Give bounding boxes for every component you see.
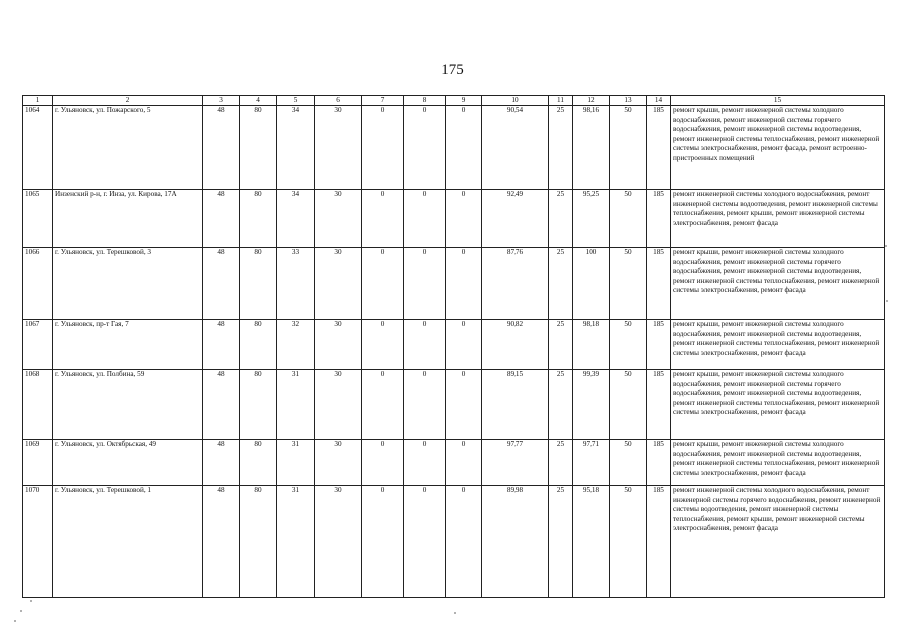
address-cell: г. Ульяновск, ул. Терешковой, 3 — [53, 248, 203, 320]
row-number: 1069 — [23, 440, 53, 486]
col-12-cell: 98,18 — [573, 320, 610, 370]
col-14-cell: 185 — [647, 320, 671, 370]
col-7-cell: 0 — [362, 320, 404, 370]
col-11-cell: 25 — [549, 486, 573, 598]
col-13-cell: 50 — [610, 248, 647, 320]
col-10-cell: 87,76 — [482, 248, 549, 320]
column-header-3: 3 — [203, 96, 240, 106]
page-number: 175 — [441, 62, 464, 78]
col-9-cell: 0 — [446, 486, 482, 598]
column-header-5: 5 — [277, 96, 315, 106]
scan-speck — [885, 245, 887, 247]
table-row — [23, 106, 885, 190]
column-header-1: 1 — [23, 96, 53, 106]
col-7-cell: 0 — [362, 370, 404, 440]
col-12-cell: 97,71 — [573, 440, 610, 486]
row-number: 1070 — [23, 486, 53, 598]
col-5-cell: 31 — [277, 440, 315, 486]
works-cell: ремонт крыши, ремонт инженерной системы холодного водоснабжения, ремонт инженерной системы горячего водоснабжения, ремонт инженерной системы водоотведения, ремонт инженерной системы теплоснабжения, ремонт инженерной системы электроснабжения, ремонт фасада — [671, 370, 885, 440]
col-14-cell: 185 — [647, 486, 671, 598]
col-10-cell: 89,98 — [482, 486, 549, 598]
row-number: 1068 — [23, 370, 53, 440]
col-11-cell: 25 — [549, 248, 573, 320]
column-header-12: 12 — [573, 96, 610, 106]
col-4-cell: 80 — [240, 486, 277, 598]
col-6-cell: 30 — [315, 370, 362, 440]
col-8-cell: 0 — [404, 248, 446, 320]
col-5-cell: 31 — [277, 370, 315, 440]
column-header-15: 15 — [671, 96, 885, 106]
table-body — [23, 106, 885, 598]
col-10-cell: 90,82 — [482, 320, 549, 370]
col-10-cell: 97,77 — [482, 440, 549, 486]
column-header-11: 11 — [549, 96, 573, 106]
table-row — [23, 486, 885, 598]
col-7-cell: 0 — [362, 106, 404, 190]
col-13-cell: 50 — [610, 190, 647, 248]
column-header-8: 8 — [404, 96, 446, 106]
address-cell: Инзенский р-н, г. Инза, ул. Кирова, 17А — [53, 190, 203, 248]
address-cell: г. Ульяновск, ул. Октябрьская, 49 — [53, 440, 203, 486]
col-8-cell: 0 — [404, 190, 446, 248]
col-11-cell: 25 — [549, 106, 573, 190]
col-5-cell: 34 — [277, 106, 315, 190]
col-13-cell: 50 — [610, 486, 647, 598]
col-9-cell: 0 — [446, 248, 482, 320]
col-9-cell: 0 — [446, 106, 482, 190]
col-8-cell: 0 — [404, 320, 446, 370]
col-4-cell: 80 — [240, 106, 277, 190]
address-cell: г. Ульяновск, пр-т Гая, 7 — [53, 320, 203, 370]
col-14-cell: 185 — [647, 440, 671, 486]
column-header-7: 7 — [362, 96, 404, 106]
col-14-cell: 185 — [647, 190, 671, 248]
works-cell: ремонт крыши, ремонт инженерной системы холодного водоснабжения, ремонт инженерной системы водоотведения, ремонт инженерной системы теплоснабжения, ремонт инженерной системы электроснабжения, ремонт фасада — [671, 440, 885, 486]
row-number: 1064 — [23, 106, 53, 190]
col-6-cell: 30 — [315, 248, 362, 320]
col-12-cell: 95,25 — [573, 190, 610, 248]
col-12-cell: 99,39 — [573, 370, 610, 440]
address-cell: г. Ульяновск, ул. Полбина, 59 — [53, 370, 203, 440]
col-8-cell: 0 — [404, 370, 446, 440]
header-row — [23, 96, 885, 106]
col-8-cell: 0 — [404, 106, 446, 190]
scan-speck — [14, 620, 16, 622]
col-8-cell: 0 — [404, 486, 446, 598]
col-3-cell: 48 — [203, 106, 240, 190]
col-8-cell: 0 — [404, 440, 446, 486]
table-row — [23, 248, 885, 320]
column-header-6: 6 — [315, 96, 362, 106]
works-cell: ремонт инженерной системы холодного водоснабжения, ремонт инженерной системы горячего водоснабжения, ремонт инженерной системы водоотведения, ремонт инженерной системы теплоснабжения, ремонт крыши, ремонт инженерной системы электроснабжения, ремонт фасада — [671, 486, 885, 598]
address-cell: г. Ульяновск, ул. Пожарского, 5 — [53, 106, 203, 190]
col-11-cell: 25 — [549, 440, 573, 486]
col-6-cell: 30 — [315, 190, 362, 248]
col-13-cell: 50 — [610, 440, 647, 486]
col-10-cell: 92,49 — [482, 190, 549, 248]
row-number: 1065 — [23, 190, 53, 248]
scan-speck — [886, 300, 888, 302]
table-row — [23, 440, 885, 486]
col-7-cell: 0 — [362, 190, 404, 248]
col-7-cell: 0 — [362, 248, 404, 320]
row-number: 1066 — [23, 248, 53, 320]
col-11-cell: 25 — [549, 190, 573, 248]
table-row — [23, 370, 885, 440]
col-3-cell: 48 — [203, 486, 240, 598]
col-13-cell: 50 — [610, 370, 647, 440]
col-4-cell: 80 — [240, 190, 277, 248]
col-3-cell: 48 — [203, 370, 240, 440]
address-cell: г. Ульяновск, ул. Терешковой, 1 — [53, 486, 203, 598]
col-4-cell: 80 — [240, 320, 277, 370]
col-11-cell: 25 — [549, 320, 573, 370]
col-6-cell: 30 — [315, 320, 362, 370]
col-9-cell: 0 — [446, 440, 482, 486]
col-9-cell: 0 — [446, 320, 482, 370]
col-10-cell: 89,15 — [482, 370, 549, 440]
works-cell: ремонт крыши, ремонт инженерной системы холодного водоснабжения, ремонт инженерной системы горячего водоснабжения, ремонт инженерной системы водоотведения, ремонт инженерной системы теплоснабжения, ремонт инженерной системы электроснабжения, ремонт фасада — [671, 248, 885, 320]
col-3-cell: 48 — [203, 320, 240, 370]
col-10-cell: 90,54 — [482, 106, 549, 190]
col-5-cell: 33 — [277, 248, 315, 320]
table-row — [23, 320, 885, 370]
column-header-2: 2 — [53, 96, 203, 106]
col-6-cell: 30 — [315, 106, 362, 190]
col-5-cell: 32 — [277, 320, 315, 370]
col-14-cell: 185 — [647, 370, 671, 440]
col-3-cell: 48 — [203, 190, 240, 248]
scan-speck — [20, 610, 22, 612]
col-4-cell: 80 — [240, 248, 277, 320]
col-12-cell: 95,18 — [573, 486, 610, 598]
column-header-10: 10 — [482, 96, 549, 106]
col-11-cell: 25 — [549, 370, 573, 440]
col-9-cell: 0 — [446, 370, 482, 440]
table-row — [23, 190, 885, 248]
column-header-4: 4 — [240, 96, 277, 106]
col-5-cell: 34 — [277, 190, 315, 248]
col-3-cell: 48 — [203, 440, 240, 486]
col-12-cell: 100 — [573, 248, 610, 320]
scan-speck — [30, 600, 32, 602]
scan-speck — [454, 612, 456, 614]
col-5-cell: 31 — [277, 486, 315, 598]
col-7-cell: 0 — [362, 486, 404, 598]
col-12-cell: 98,16 — [573, 106, 610, 190]
col-6-cell: 30 — [315, 486, 362, 598]
col-13-cell: 50 — [610, 320, 647, 370]
col-9-cell: 0 — [446, 190, 482, 248]
works-cell: ремонт крыши, ремонт инженерной системы холодного водоснабжения, ремонт инженерной системы водоотведения, ремонт инженерной системы теплоснабжения, ремонт инженерной системы электроснабжения, ремонт фасада — [671, 320, 885, 370]
capital-repair-table — [22, 95, 885, 598]
column-header-13: 13 — [610, 96, 647, 106]
col-14-cell: 185 — [647, 248, 671, 320]
col-3-cell: 48 — [203, 248, 240, 320]
column-header-9: 9 — [446, 96, 482, 106]
col-13-cell: 50 — [610, 106, 647, 190]
column-header-14: 14 — [647, 96, 671, 106]
col-4-cell: 80 — [240, 440, 277, 486]
works-cell: ремонт инженерной системы холодного водоснабжения, ремонт инженерной системы водоотведения, ремонт инженерной системы теплоснабжения, ремонт крыши, ремонт инженерной системы электроснабжения, ремонт фасада — [671, 190, 885, 248]
col-7-cell: 0 — [362, 440, 404, 486]
row-number: 1067 — [23, 320, 53, 370]
col-6-cell: 30 — [315, 440, 362, 486]
col-4-cell: 80 — [240, 370, 277, 440]
works-cell: ремонт крыши, ремонт инженерной системы холодного водоснабжения, ремонт инженерной системы горячего водоснабжения, ремонт инженерной системы водоотведения, ремонт инженерной системы теплоснабжения, ремонт инженерной системы электроснабжения, ремонт фасада, ремонт встроенно-пристроенных помещений — [671, 106, 885, 190]
col-14-cell: 185 — [647, 106, 671, 190]
